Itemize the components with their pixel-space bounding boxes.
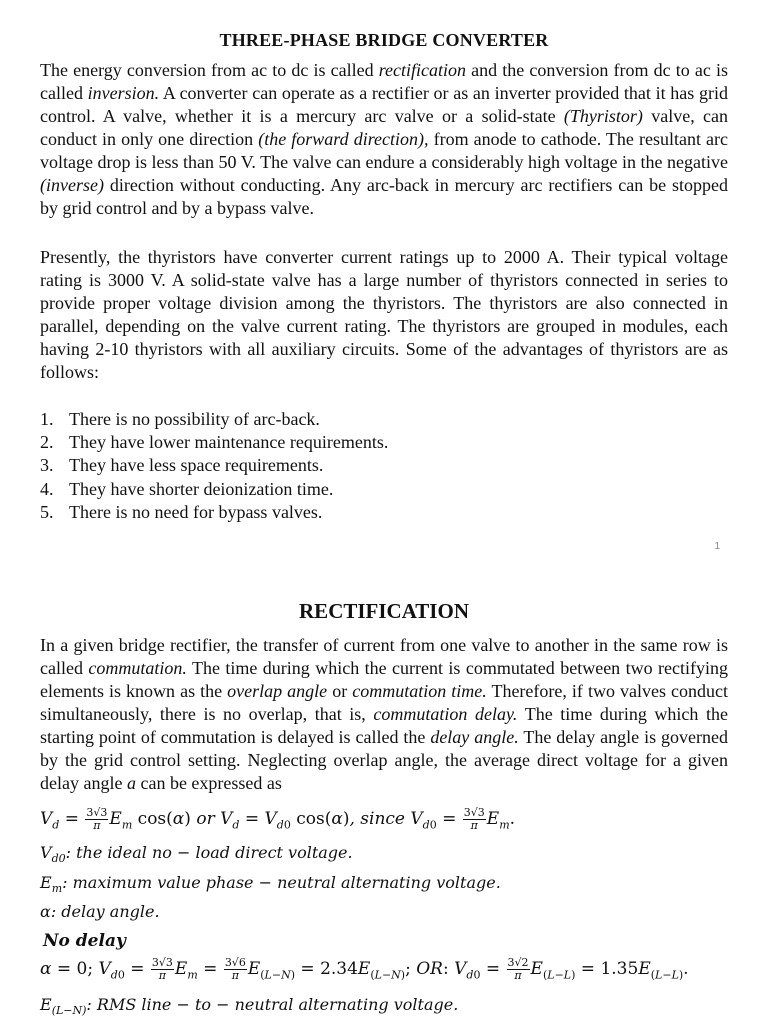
body-text: direction without conducting. Any arc-back in mercury arc rectifiers can be stopped by grid control and by a bypass valve.: [40, 175, 728, 218]
list-item-text: They have less space requirements.: [69, 455, 324, 476]
list-item-text: There is no need for bypass valves.: [69, 501, 323, 522]
list-item: [40, 431, 728, 454]
list-item-text: They have shorter deionization time.: [69, 478, 334, 499]
body-text: A converter can operate as a rectifier or as an inverter provided that it has grid control. A valve, whether it is a mercury arc valve or a solid-state: [40, 83, 728, 126]
section-title: RECTIFICATION: [299, 599, 469, 623]
equation-no-delay: α = 0; $V_{d0}$ = $\frac{3√3}{\pi}$ $E_m$ = $\frac{3√6}{\pi}$ $E_{(L-N)} = 2.34E_{(L-N)}$; OR: $V_{d0}$ = $\frac{3√2}{\pi}$ $E_{(L-L)} = 1.35E_{(L-L)}$.: [40, 955, 689, 982]
emphasis-text: inversion.: [87, 83, 160, 103]
list-item-number: 5.: [40, 501, 54, 522]
list-item-text: They have lower maintenance requirements.: [69, 432, 389, 453]
advantages-list: [40, 408, 728, 524]
definition-em: $E_m$: maximum value phase − neutral alternating voltage.: [40, 872, 501, 895]
body-text: The time during which the starting point of commutation is delayed is called the: [40, 704, 728, 747]
body-text: The energy conversion from ac to dc is called: [40, 60, 379, 80]
thyristor-paragraph: Presently, the thyristors have converter current ratings up to 2000 A. Their typical voltage rating is 3000 V. A solid-state valve has a large number of thyristors connected in series to provide proper voltage division among the thyristors. The thyristors are also connected in parallel, depending on the valve current rating. The thyristors are grouped in modules, each having 2-10 thyristors with all auxiliary circuits. Some of the advantages of thyristors are as follows:: [40, 247, 728, 382]
page-number: 1: [714, 541, 720, 552]
equation-vd: $V_d$ = $\frac{3√3}{\pi}$ $E_m$ cos(α) or $V_d = V_{d0}$ cos(α), since $V_{d0}$ = $\frac{3√3}{\pi}$ $E_m$.: [40, 806, 516, 832]
body-text: The time during which the current is commutated between two rectifying elements is known as the: [40, 658, 728, 701]
body-text: The delay angle is governed by the grid control setting. Neglecting overlap angle, the average direct voltage for a given delay angle: [40, 727, 728, 793]
emphasis-text: a: [126, 773, 136, 793]
definition-rms: $E_{(L-N)}$: RMS line − to − neutral alternating voltage.: [40, 995, 459, 1018]
emphasis-text: rectification: [378, 60, 467, 80]
emphasis-text: overlap angle: [227, 681, 328, 701]
rectification-section: [40, 599, 728, 1022]
emphasis-text: commutation delay.: [373, 704, 518, 724]
document-page: [40, 30, 728, 524]
emphasis-text: (inverse): [40, 175, 104, 195]
intro-paragraph: [40, 59, 728, 220]
emphasis-text: delay angle.: [430, 727, 519, 747]
list-item-number: 4.: [40, 478, 54, 499]
emphasis-text: commutation.: [88, 658, 187, 678]
list-item: [40, 408, 728, 431]
body-text: from anode to cathode. The resultant arc voltage drop is less than 50 V. The valve can endure a considerably high voltage in the negative: [40, 129, 728, 172]
definition-vd0: $V_{d0}$: the ideal no − load direct voltage.: [40, 843, 353, 866]
document-title: THREE-PHASE BRIDGE CONVERTER: [219, 30, 549, 50]
emphasis-text: (Thyristor): [563, 106, 643, 126]
emphasis-text: commutation time.: [352, 681, 487, 701]
list-item-text: There is no possibility of arc-back.: [69, 409, 320, 429]
body-text: In a given bridge rectifier, the transfer of current from one valve to another in the same row is called: [40, 635, 728, 678]
list-item-number: 2.: [40, 432, 54, 453]
body-text: and the conversion from dc to ac is called: [40, 60, 728, 103]
list-item: [40, 478, 728, 501]
list-item-number: 1.: [40, 409, 54, 429]
body-text: or: [327, 681, 353, 701]
list-item: [40, 501, 728, 524]
body-text: can be expressed as: [135, 773, 282, 793]
body-text: valve, can conduct in only one direction: [40, 106, 728, 149]
list-item: [40, 454, 728, 477]
equation-definitions: [40, 841, 728, 922]
list-item-number: 3.: [40, 455, 54, 476]
rectification-paragraph: [40, 634, 728, 795]
no-delay-heading: No delay: [43, 930, 126, 951]
body-text: Therefore, if two valves conduct simultaneously, there is no overlap, that is,: [40, 681, 728, 724]
emphasis-text: (the forward direction),: [258, 129, 429, 149]
definition-alpha: α: delay angle.: [40, 901, 160, 921]
